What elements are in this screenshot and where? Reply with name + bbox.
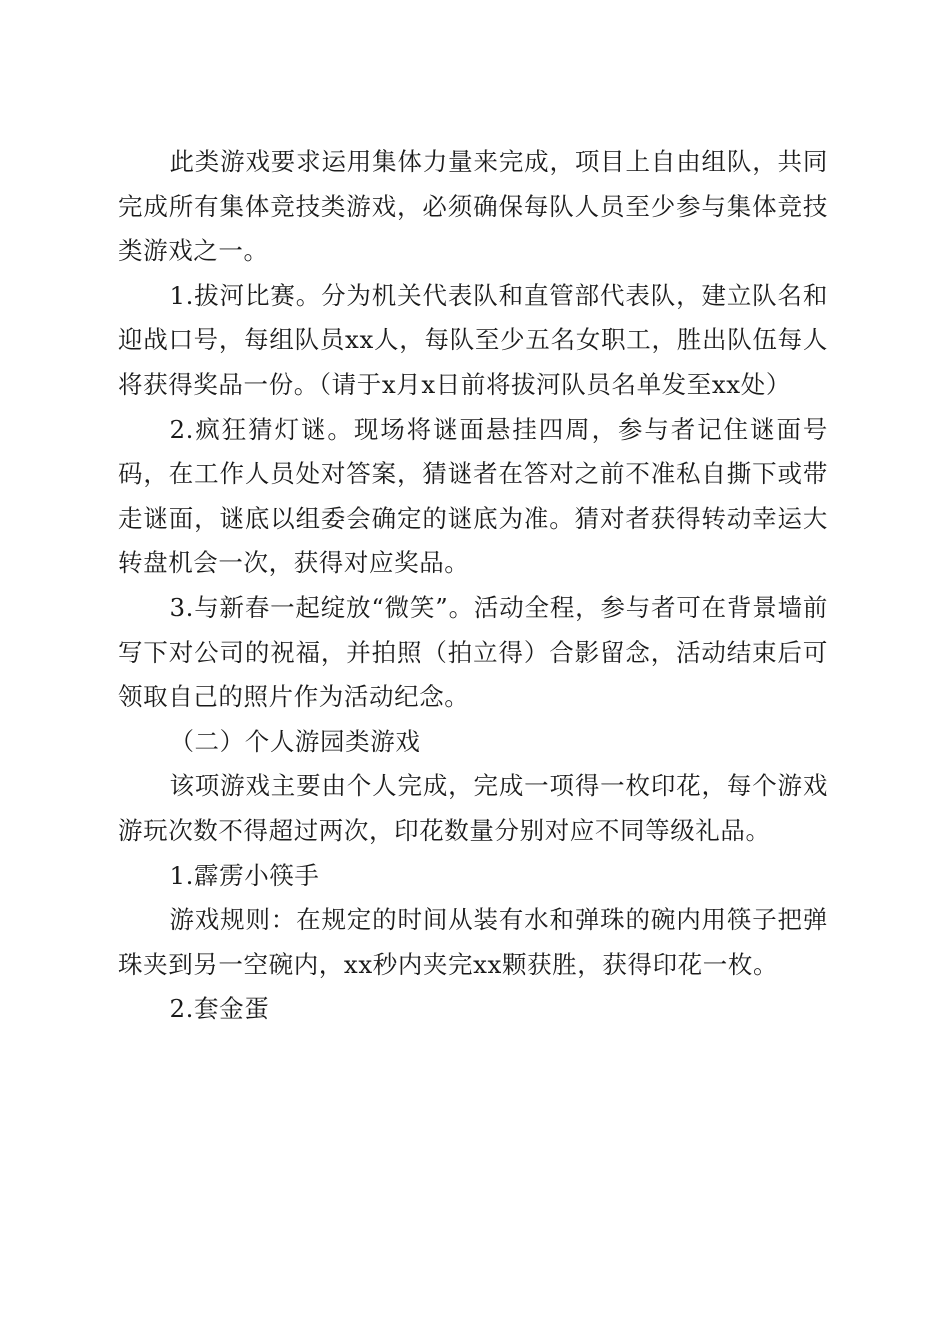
tug-of-war-item: 1.拔河比赛。分为机关代表队和直管部代表队，建立队名和迎战口号，每组队员xx人，每队至少五名女职工，胜出队伍每人将获得奖品一份。（请于x月x日前将拔河队员名单发至xx处） — [118, 280, 828, 399]
golden-egg-game-title: 2.套金蛋 — [169, 994, 270, 1024]
chopsticks-game-rules: 游戏规则：在规定的时间从装有水和弹珠的碗内用筷子把弹珠夹到另一空碗内，xx秒内夹完xx颗获胜，获得印花一枚。 — [118, 905, 828, 979]
chopsticks-game-title: 1.霹雳小筷手 — [169, 860, 320, 890]
section-heading-individual-games: （二）个人游园类游戏 — [169, 726, 421, 756]
document-body — [118, 140, 828, 1032]
individual-games-intro: 该项游戏主要由个人完成，完成一项得一枚印花，每个游戏游玩次数不得超过两次，印花数量分别对应不同等级礼品。 — [118, 771, 828, 845]
smile-photo-item: 3.与新春一起绽放“微笑”。活动全程，参与者可在背景墙前写下对公司的祝福，并拍照（拍立得）合影留念，活动结束后可领取自己的照片作为活动纪念。 — [118, 592, 828, 712]
collective-games-intro: 此类游戏要求运用集体力量来完成，项目上自由组队，共同完成所有集体竞技类游戏，必须确保每队人员至少参与集体竞技类游戏之一。 — [118, 147, 828, 266]
lantern-riddles-item: 2.疯狂猜灯谜。现场将谜面悬挂四周，参与者记住谜面号码，在工作人员处对答案，猜谜者在答对之前不准私自撕下或带走谜面，谜底以组委会确定的谜底为准。猜对者获得转动幸运大转盘机会一次，获得对应奖品。 — [118, 414, 828, 578]
